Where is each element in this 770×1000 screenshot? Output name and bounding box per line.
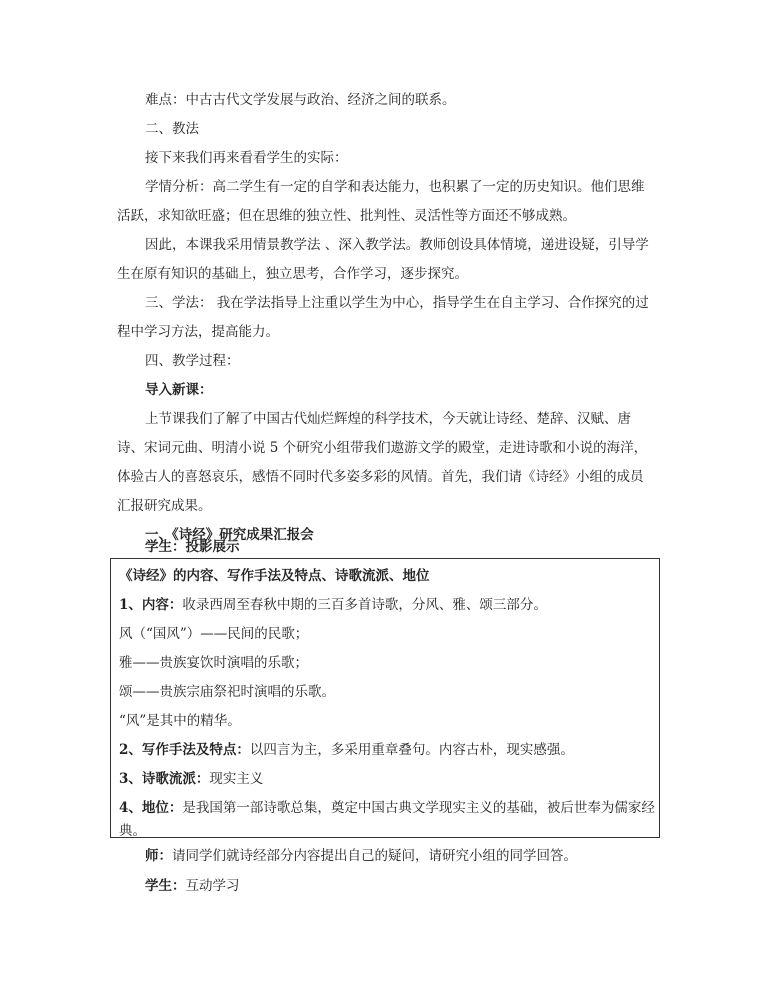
student-analysis-line-1: 学情分析：高二学生有一定的自学和表达能力，也积累了一定的历史知识。他们思维 xyxy=(145,179,645,195)
difficulty-line: 难点：中古古代文学发展与政治、经济之间的联系。 xyxy=(145,92,456,108)
shijing-summary-box xyxy=(110,558,660,838)
song-line: 颂——贵族宗庙祭祀时演唱的乐歌。 xyxy=(119,684,335,700)
status-label: 4、地位： xyxy=(119,800,183,816)
intro-paragraph-line-1: 上节课我们了解了中国古代灿烂辉煌的科学技术，今天就让诗经、楚辞、汉赋、唐 xyxy=(145,411,631,427)
box-content-line xyxy=(119,595,651,615)
method-line-2: 生在原有知识的基础上，独立思考，合作学习，逐步探究。 xyxy=(117,266,468,282)
intro-heading: 导入新课： xyxy=(145,382,213,398)
essence-line: “风”是其中的精华。 xyxy=(119,713,241,729)
learning-method-line-2: 程中学习方法，提高能力。 xyxy=(117,324,279,340)
student-label: 学生： xyxy=(145,878,186,894)
intro-paragraph-line-4: 汇报研究成果。 xyxy=(117,498,212,514)
teacher-label: 师： xyxy=(145,848,172,864)
box-school-line xyxy=(119,769,651,789)
method-label: 2、写作手法及特点： xyxy=(119,742,250,758)
content-text: 收录西周至春秋中期的三百多首诗歌，分风、雅、颂三部分。 xyxy=(182,597,547,613)
status-text-1: 是我国第一部诗歌总集，奠定中国古典文学现实主义的基础，被后世奉为儒家经 xyxy=(182,800,655,816)
method-text: 以四言为主，多采用重章叠句。内容古朴，现实感强。 xyxy=(249,742,574,758)
teacher-text: 请同学们就诗经部分内容提出自己的疑问，请研究小组的同学回答。 xyxy=(172,848,577,864)
intro-paragraph-line-3: 体验古人的喜怒哀乐，感悟不同时代多姿多彩的风情。首先，我们请《诗经》小组的成员 xyxy=(117,469,644,485)
section-heading-process: 四、教学过程： xyxy=(145,353,240,369)
student-projection-line: 学生：投影展示 xyxy=(145,539,240,555)
intro-line: 接下来我们再来看看学生的实际： xyxy=(145,150,348,166)
school-label: 3、诗歌流派： xyxy=(119,771,210,787)
learning-method-line-1: 三、学法： 我在学法指导上注重以学生为中心，指导学生在自主学习、合作探究的过 xyxy=(145,295,649,311)
feng-line: 风（“国风”）——民间的民歌； xyxy=(119,626,309,642)
school-text: 现实主义 xyxy=(209,771,264,787)
student-analysis-line-2: 活跃，求知欲旺盛；但在思维的独立性、批判性、灵活性等方面还不够成熟。 xyxy=(117,208,576,224)
section-heading-teaching-method: 二、教法 xyxy=(145,121,199,137)
intro-paragraph-line-2: 诗、宋词元曲、明清小说 5 个研究小组带我们遨游文学的殿堂，走进诗歌和小说的海洋， xyxy=(117,440,648,456)
box-title: 《诗经》的内容、写作手法及特点、诗歌流派、地位 xyxy=(119,568,430,584)
ya-line: 雅——贵族宴饮时演唱的乐歌； xyxy=(119,655,308,671)
section-heading-shijing: 一、《诗经》研究成果汇报会 xyxy=(145,527,314,543)
student-text: 互动学习 xyxy=(185,878,240,894)
box-status-line-2: 典。 xyxy=(119,823,146,839)
teacher-line xyxy=(117,846,665,866)
box-status-line-1 xyxy=(119,798,655,818)
box-method-line xyxy=(119,740,651,760)
student-interaction-line xyxy=(117,876,665,896)
content-label: 1、内容： xyxy=(119,597,183,613)
method-line-1: 因此，本课我采用情景教学法 、深入教学法。教师创设具体情境，递进设疑，引导学 xyxy=(145,237,649,253)
